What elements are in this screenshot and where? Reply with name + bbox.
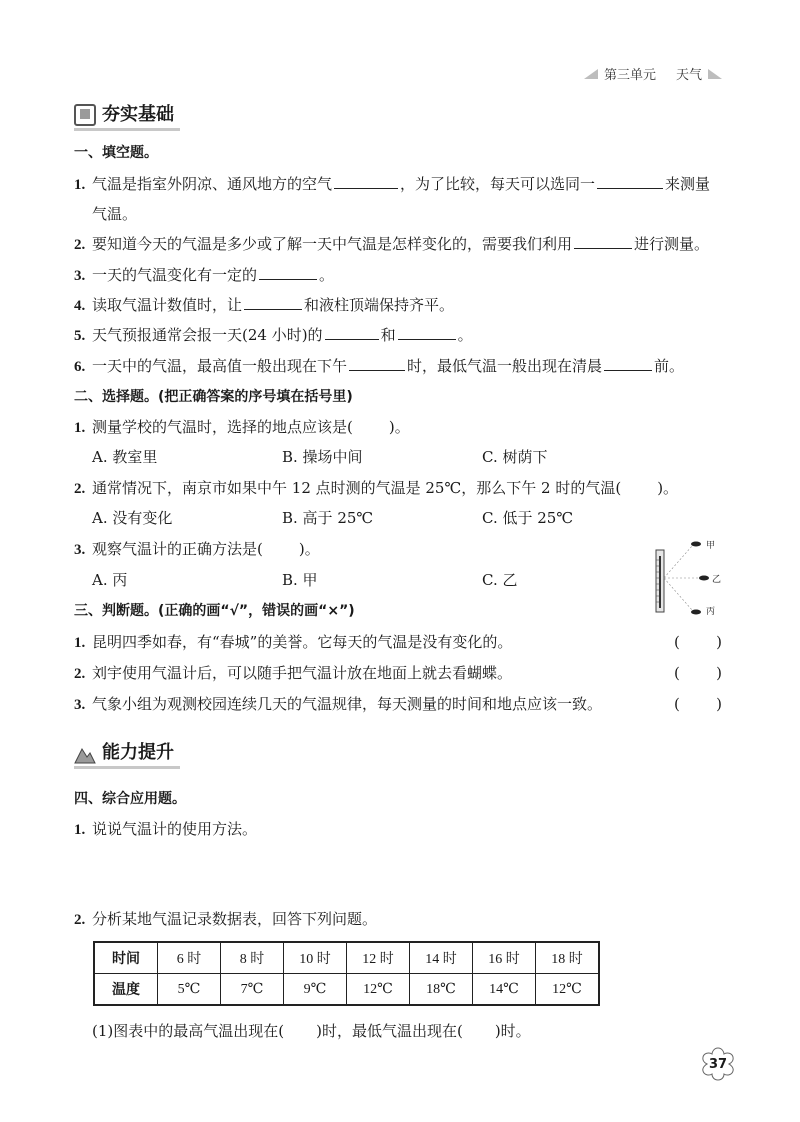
- header-unit: 第三单元: [603, 68, 656, 83]
- fill-question-1: 1. 气温是指室外阴凉、通风地方的空气 ，为了比较，每天可以选同一 来测量: [74, 175, 711, 193]
- option-a[interactable]: A. 教室里: [92, 448, 158, 466]
- diagram-label-bing: 丙: [706, 607, 716, 617]
- temperature-table: [93, 941, 600, 1006]
- eye-icon: [691, 610, 701, 615]
- sight-lines: [664, 546, 700, 610]
- fill-blank[interactable]: [597, 173, 663, 189]
- option-c[interactable]: C. 低于 25℃: [482, 509, 574, 527]
- section-title-advanced: 能力提升: [74, 738, 174, 764]
- part3-heading: 三、判断题。(正确的画“√”，错误的画“×”): [74, 603, 355, 619]
- app-question-1: 1. 说说气温计的使用方法。: [74, 820, 258, 838]
- table-cell: 18℃: [410, 974, 473, 1006]
- table-cell: 6 时: [158, 942, 221, 974]
- table-cell: 12℃: [536, 974, 600, 1006]
- option-b[interactable]: B. 甲: [282, 571, 318, 589]
- judge-question-3: 3. 气象小组为观测校园连续几天的气温规律，每天测量的时间和地点应该一致。: [74, 695, 603, 713]
- app-question-2: 2. 分析某地气温记录数据表，回答下列问题。: [74, 910, 378, 928]
- fill-question-2: 2. 要知道今天的气温是多少或了解一天中气温是怎样变化的，需要我们利用 进行测量。: [74, 235, 710, 253]
- choice-question-1-options: [92, 446, 547, 468]
- part2-heading: 二、选择题。(把正确答案的序号填在括号里): [74, 389, 353, 405]
- choice-question-2-options: [92, 507, 573, 529]
- fill-blank[interactable]: [334, 173, 398, 189]
- table-cell: 14 时: [410, 942, 473, 974]
- option-c[interactable]: C. 乙: [482, 571, 518, 589]
- table-cell: 5℃: [158, 974, 221, 1006]
- option-b[interactable]: B. 高于 25℃: [282, 509, 374, 527]
- option-b[interactable]: B. 操场中间: [282, 448, 363, 466]
- table-row-time: [94, 942, 599, 974]
- fill-question-5: 5. 天气预报通常会报一天(24 小时)的 和 。: [74, 326, 473, 344]
- table-cell: 12 时: [347, 942, 410, 974]
- table-cell: 18 时: [536, 942, 600, 974]
- section-square-icon: [74, 104, 96, 126]
- fill-blank[interactable]: [604, 355, 652, 371]
- fill-blank[interactable]: [244, 294, 302, 310]
- option-c[interactable]: C. 树荫下: [482, 448, 548, 466]
- choice-question-1: 1. 测量学校的气温时，选择的地点应该是( )。: [74, 418, 410, 436]
- header-left-triangle-icon: [584, 69, 598, 79]
- table-cell: 16 时: [473, 942, 536, 974]
- header-right-triangle-icon: [708, 69, 722, 79]
- table-cell: 10 时: [284, 942, 347, 974]
- table-header-time: 时间: [94, 942, 158, 974]
- page-header: [584, 64, 722, 83]
- fill-question-1-cont: 气温。: [92, 205, 138, 223]
- app-question-2-sub1: (1)图表中的最高气温出现在( )时，最低气温出现在( )时。: [92, 1022, 531, 1040]
- choice-question-3: 3. 观察气温计的正确方法是( )。: [74, 540, 320, 558]
- option-a[interactable]: A. 丙: [92, 571, 128, 589]
- table-cell: 14℃: [473, 974, 536, 1006]
- part1-heading: 一、填空题。: [74, 145, 158, 161]
- diagram-label-yi: 乙: [712, 575, 722, 585]
- judge-question-1: 1. 昆明四季如春，有“春城”的美誉。它每天的气温是没有变化的。: [74, 633, 513, 651]
- choice-question-3-options: [92, 569, 517, 591]
- fill-question-4: 4. 读取气温计数值时，让 和液柱顶端保持齐平。: [74, 296, 455, 314]
- eye-icon: [691, 542, 701, 547]
- section-title-basics: 夯实基础: [74, 100, 174, 126]
- table-cell: 12℃: [347, 974, 410, 1006]
- header-topic: 天气: [675, 68, 702, 83]
- diagram-label-jia: 甲: [706, 541, 716, 551]
- fill-blank[interactable]: [349, 355, 405, 371]
- table-cell: 9℃: [284, 974, 347, 1006]
- judge-question-2: 2. 刘宇使用气温计后，可以随手把气温计放在地面上就去看蝴蝶。: [74, 664, 513, 682]
- table-cell: 7℃: [221, 974, 284, 1006]
- judge-answer-paren[interactable]: ( ): [674, 664, 722, 682]
- fill-blank[interactable]: [398, 324, 456, 340]
- fill-question-3: 3. 一天的气温变化有一定的 。: [74, 266, 335, 284]
- part4-heading: 四、综合应用题。: [74, 791, 186, 807]
- judge-answer-paren[interactable]: ( ): [674, 633, 722, 651]
- option-a[interactable]: A. 没有变化: [92, 509, 173, 527]
- eye-icon: [699, 576, 709, 581]
- page-number: 37: [700, 1046, 736, 1082]
- thermometer-viewing-diagram: [652, 536, 732, 616]
- fill-blank[interactable]: [325, 324, 379, 340]
- fill-question-6: 6. 一天中的气温，最高值一般出现在下午 时，最低气温一般出现在清晨 前。: [74, 357, 685, 375]
- fill-blank[interactable]: [259, 264, 317, 280]
- table-row-temp: [94, 974, 599, 1006]
- choice-question-2: 2. 通常情况下，南京市如果中午 12 点时测的气温是 25℃，那么下午 2 时的气温( )。: [74, 479, 679, 497]
- mountain-icon: [74, 744, 96, 764]
- fill-blank[interactable]: [574, 233, 632, 249]
- judge-answer-paren[interactable]: ( ): [674, 695, 722, 713]
- table-header-temp: 温度: [94, 974, 158, 1006]
- table-cell: 8 时: [221, 942, 284, 974]
